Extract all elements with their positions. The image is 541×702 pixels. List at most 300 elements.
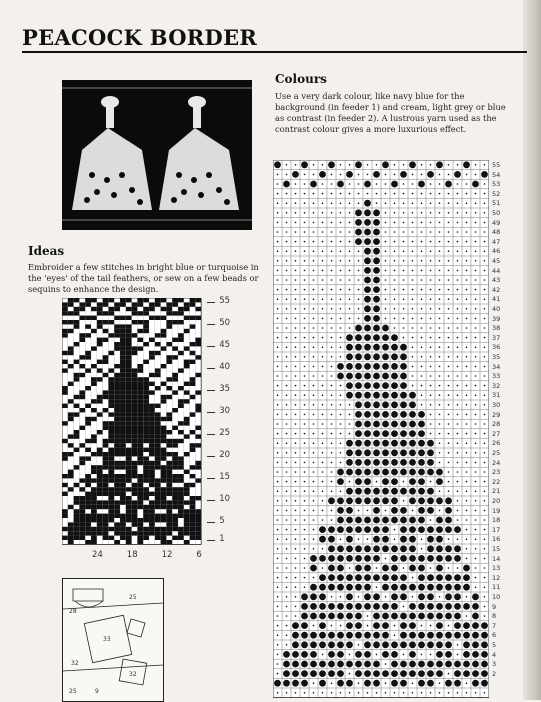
large-chart-filled-dot <box>292 641 299 648</box>
large-chart-small-dot <box>394 174 396 176</box>
large-chart-filled-dot <box>346 171 353 178</box>
large-chart-small-dot <box>394 241 396 243</box>
small-chart-cell <box>126 426 132 430</box>
large-chart-small-dot <box>295 366 297 368</box>
large-chart-small-dot <box>439 241 441 243</box>
small-chart-cell <box>120 518 126 522</box>
large-chart-small-dot <box>304 577 306 579</box>
colours-heading: Colours <box>275 72 327 86</box>
large-chart-small-dot <box>295 375 297 377</box>
large-chart-small-dot <box>304 193 306 195</box>
small-chart-row-tick <box>207 540 215 541</box>
large-chart-small-dot <box>340 164 342 166</box>
large-chart-small-dot <box>367 615 369 617</box>
large-chart-small-dot <box>457 250 459 252</box>
large-chart-small-dot <box>313 385 315 387</box>
large-chart-small-dot <box>304 510 306 512</box>
small-chart-cell <box>126 536 132 540</box>
large-chart-filled-dot <box>382 603 389 610</box>
large-chart-small-dot <box>439 222 441 224</box>
small-chart-cell <box>91 509 97 513</box>
large-chart-small-dot <box>403 567 405 569</box>
large-chart-small-dot <box>286 519 288 521</box>
small-chart-cell <box>178 338 184 342</box>
large-chart-filled-dot <box>346 632 353 639</box>
small-chart-cell <box>120 324 126 328</box>
large-chart-filled-dot <box>472 641 479 648</box>
large-chart-small-dot <box>412 318 414 320</box>
large-chart-filled-dot <box>346 382 353 389</box>
large-chart-small-dot <box>322 241 324 243</box>
small-chart-cell <box>91 377 97 381</box>
large-chart-small-dot <box>484 298 486 300</box>
large-chart-filled-dot <box>292 670 299 677</box>
large-chart-small-dot <box>358 289 360 291</box>
large-chart-small-dot <box>304 519 306 521</box>
large-chart-small-dot <box>349 308 351 310</box>
small-chart-cell <box>132 377 138 381</box>
large-chart-small-dot <box>349 270 351 272</box>
large-chart-small-dot <box>484 231 486 233</box>
small-chart-cell <box>114 377 120 381</box>
large-chart-filled-dot <box>346 680 353 687</box>
large-chart-filled-dot <box>373 440 380 447</box>
large-chart-filled-dot <box>409 670 416 677</box>
large-chart-small-dot <box>457 519 459 521</box>
large-chart-small-dot <box>358 270 360 272</box>
small-chart-cell <box>155 412 161 416</box>
large-chart-small-dot <box>484 193 486 195</box>
large-chart-filled-dot <box>391 641 398 648</box>
large-chart-small-dot <box>421 356 423 358</box>
small-chart-cell <box>108 399 114 403</box>
large-chart-filled-dot <box>364 440 371 447</box>
small-chart-cell <box>74 342 80 346</box>
small-chart-column-label: 18 <box>126 550 138 561</box>
large-chart-small-dot <box>448 202 450 204</box>
large-chart-filled-dot <box>310 661 317 668</box>
large-chart-small-dot <box>475 567 477 569</box>
large-chart-small-dot <box>439 193 441 195</box>
small-chart-cell <box>103 408 109 412</box>
large-chart-small-dot <box>484 510 486 512</box>
small-chart-cell <box>103 426 109 430</box>
large-chart-small-dot <box>295 318 297 320</box>
large-chart-row-number: 4 <box>492 650 497 659</box>
small-chart-cell <box>126 527 132 531</box>
large-chart-filled-dot <box>409 430 416 437</box>
large-chart-small-dot <box>475 577 477 579</box>
large-chart-small-dot <box>466 174 468 176</box>
large-chart-small-dot <box>367 692 369 694</box>
large-chart-filled-dot <box>310 670 317 677</box>
small-chart-row-label: 1 <box>219 534 225 544</box>
large-chart-small-dot <box>439 260 441 262</box>
large-chart-small-dot <box>304 558 306 560</box>
large-chart-filled-dot <box>427 613 434 620</box>
small-chart-cell <box>74 412 80 416</box>
small-chart-row-label: 10 <box>219 494 231 505</box>
large-chart-small-dot <box>331 596 333 598</box>
small-chart-cell <box>149 421 155 425</box>
large-chart-small-dot <box>385 558 387 560</box>
large-chart-row-number: 15 <box>492 545 501 553</box>
large-chart-small-dot <box>430 625 432 627</box>
large-chart-small-dot <box>304 298 306 300</box>
large-chart-filled-dot <box>274 680 281 687</box>
small-chart-cell <box>172 461 178 465</box>
small-chart-cell <box>166 439 172 443</box>
large-chart-small-dot <box>322 260 324 262</box>
small-chart-cell <box>190 412 196 416</box>
small-chart-cell <box>137 399 143 403</box>
large-chart-small-dot <box>277 529 279 531</box>
small-chart-row-label: 55 <box>219 296 231 307</box>
large-chart-filled-dot <box>391 603 398 610</box>
small-chart-cell <box>120 536 126 540</box>
diagram-label-1: 25 <box>129 594 137 601</box>
large-chart-small-dot <box>475 241 477 243</box>
large-chart-small-dot <box>394 250 396 252</box>
large-chart-small-dot <box>385 298 387 300</box>
large-chart-small-dot <box>313 289 315 291</box>
large-chart-small-dot <box>430 308 432 310</box>
small-chart-cell <box>143 386 149 390</box>
large-chart-small-dot <box>331 241 333 243</box>
small-chart-cell <box>126 360 132 364</box>
large-chart-small-dot <box>475 548 477 550</box>
small-chart-cell <box>155 456 161 460</box>
large-chart-small-dot <box>457 298 459 300</box>
small-chart-cell <box>126 461 132 465</box>
large-chart-filled-dot <box>418 430 425 437</box>
large-chart-small-dot <box>277 596 279 598</box>
large-chart-filled-dot <box>463 574 470 581</box>
large-chart-filled-dot <box>319 622 326 629</box>
large-chart-filled-dot <box>364 555 371 562</box>
large-chart-small-dot <box>475 174 477 176</box>
large-chart-row-number: 23 <box>492 468 501 477</box>
large-chart-row-number: 45 <box>492 257 501 265</box>
large-chart-small-dot <box>322 270 324 272</box>
large-chart-filled-dot <box>382 517 389 524</box>
small-chart-cell <box>74 377 80 381</box>
large-chart-small-dot <box>322 212 324 214</box>
large-chart-small-dot <box>448 452 450 454</box>
large-chart-filled-dot <box>337 497 344 504</box>
large-chart-filled-dot <box>346 373 353 380</box>
small-chart-cell <box>120 408 126 412</box>
large-chart-filled-dot <box>373 545 380 552</box>
large-chart-small-dot <box>286 212 288 214</box>
small-chart-cell <box>172 487 178 491</box>
small-chart-cell <box>155 373 161 377</box>
small-chart-cell <box>190 298 196 302</box>
large-chart-filled-dot <box>427 670 434 677</box>
large-chart-small-dot <box>439 346 441 348</box>
large-chart-filled-dot <box>364 401 371 408</box>
large-chart-small-dot <box>466 481 468 483</box>
small-chart-cell <box>97 465 103 469</box>
large-chart-filled-dot <box>427 574 434 581</box>
small-chart-cell <box>120 346 126 350</box>
large-chart-filled-dot <box>409 632 416 639</box>
large-chart-small-dot <box>304 385 306 387</box>
large-chart-filled-dot <box>355 488 362 495</box>
large-chart-small-dot <box>457 318 459 320</box>
assembly-diagram-drawing <box>63 579 163 701</box>
large-chart-small-dot <box>349 231 351 233</box>
large-chart-small-dot <box>484 529 486 531</box>
small-chart-cell <box>137 421 143 425</box>
large-chart-small-dot <box>448 538 450 540</box>
small-chart-cell <box>120 368 126 372</box>
large-chart-small-dot <box>448 193 450 195</box>
small-chart-cell <box>161 527 167 531</box>
large-chart-small-dot <box>484 366 486 368</box>
large-chart-filled-dot <box>418 411 425 418</box>
small-chart-cell <box>126 439 132 443</box>
large-chart-small-dot <box>295 558 297 560</box>
small-chart-cell <box>79 456 85 460</box>
large-chart-filled-dot <box>382 574 389 581</box>
small-chart-cell <box>108 395 114 399</box>
small-chart-cell <box>178 351 184 355</box>
small-chart-cell <box>132 483 138 487</box>
small-chart-cell <box>184 399 190 403</box>
large-chart-small-dot <box>457 490 459 492</box>
large-chart-small-dot <box>322 327 324 329</box>
small-chart-cell <box>132 448 138 452</box>
small-chart-cell <box>143 360 149 364</box>
large-chart-small-dot <box>412 356 414 358</box>
large-chart-small-dot <box>313 356 315 358</box>
small-chart-cell <box>85 355 91 359</box>
large-chart-filled-dot <box>373 622 380 629</box>
small-chart-cell <box>114 487 120 491</box>
large-chart-small-dot <box>295 596 297 598</box>
large-chart-filled-dot <box>418 593 425 600</box>
large-chart-filled-dot <box>382 613 389 620</box>
large-chart-filled-dot <box>391 382 398 389</box>
small-chart-cell <box>114 540 120 544</box>
small-chart-row-tick <box>207 456 215 457</box>
small-chart-cell <box>132 487 138 491</box>
large-chart-row-number: 19 <box>492 506 501 515</box>
small-chart-cell <box>114 342 120 346</box>
large-chart-filled-dot <box>436 469 443 476</box>
large-chart-small-dot <box>358 538 360 540</box>
small-chart-cell <box>132 395 138 399</box>
large-chart-small-dot <box>439 462 441 464</box>
large-chart-small-dot <box>466 462 468 464</box>
large-chart-small-dot <box>394 529 396 531</box>
large-chart-filled-dot <box>364 632 371 639</box>
small-chart-cell <box>108 333 114 337</box>
large-chart-filled-dot <box>328 661 335 668</box>
small-chart-cell <box>103 474 109 478</box>
large-chart-small-dot <box>403 212 405 214</box>
large-chart-small-dot <box>457 308 459 310</box>
large-chart-small-dot <box>421 174 423 176</box>
small-chart-cell <box>137 487 143 491</box>
large-chart-row-number: 47 <box>492 237 501 246</box>
small-chart-cell <box>103 522 109 526</box>
ideas-text: Embroider a few stitches in bright blue or turquoise in the 'eyes' of the tail feathers, or sew on a few beads or sequins to enhance the design. <box>28 262 259 294</box>
large-chart-small-dot <box>277 567 279 569</box>
diagram-label-0: 28 <box>69 608 77 615</box>
large-chart-filled-dot <box>373 459 380 466</box>
large-chart-small-dot <box>439 270 441 272</box>
small-chart-cell <box>74 496 80 500</box>
large-chart-filled-dot <box>400 536 407 543</box>
large-chart-small-dot <box>277 193 279 195</box>
large-chart-small-dot <box>313 625 315 627</box>
small-chart-cell <box>91 329 97 333</box>
large-chart-row-number: 40 <box>492 305 501 313</box>
small-chart-row-tick <box>207 324 215 325</box>
large-chart-filled-dot <box>445 680 452 687</box>
large-chart-small-dot <box>385 663 387 665</box>
large-chart-small-dot <box>340 346 342 348</box>
large-chart-small-dot <box>403 279 405 281</box>
large-chart-small-dot <box>340 193 342 195</box>
large-chart-filled-dot <box>418 632 425 639</box>
diagram-label-2: 33 <box>103 636 111 643</box>
diagram-label-4: 32 <box>129 671 137 678</box>
large-chart-small-dot <box>457 337 459 339</box>
small-chart-cell <box>137 382 143 386</box>
large-chart-filled-dot <box>337 574 344 581</box>
large-chart-small-dot <box>484 289 486 291</box>
small-chart-cell <box>172 536 178 540</box>
large-chart-small-dot <box>277 318 279 320</box>
large-chart-small-dot <box>394 222 396 224</box>
large-chart-filled-dot <box>454 526 461 533</box>
large-chart-filled-dot <box>445 497 452 504</box>
small-chart-cell <box>178 386 184 390</box>
large-chart-small-dot <box>466 337 468 339</box>
small-chart-cell <box>178 509 184 513</box>
large-chart-small-dot <box>295 414 297 416</box>
large-chart-small-dot <box>448 174 450 176</box>
small-chart-cell <box>161 474 167 478</box>
large-chart-filled-dot <box>382 401 389 408</box>
large-chart-filled-dot <box>472 603 479 610</box>
small-chart-cell <box>149 478 155 482</box>
large-chart-small-dot <box>277 346 279 348</box>
large-chart-small-dot <box>277 289 279 291</box>
large-chart-filled-dot <box>364 334 371 341</box>
small-chart-cell <box>149 465 155 469</box>
large-chart-filled-dot <box>373 373 380 380</box>
large-chart-filled-dot <box>355 613 362 620</box>
large-chart-small-dot <box>358 260 360 262</box>
small-chart-cell <box>79 478 85 482</box>
large-chart-filled-dot <box>427 488 434 495</box>
large-chart-filled-dot <box>418 469 425 476</box>
large-chart-filled-dot <box>301 632 308 639</box>
large-chart-filled-dot <box>400 382 407 389</box>
large-chart-filled-dot <box>427 440 434 447</box>
small-chart-cell <box>137 320 143 324</box>
small-chart-cell <box>120 298 126 302</box>
large-chart-filled-dot <box>346 459 353 466</box>
small-chart-cell <box>143 395 149 399</box>
large-chart-small-dot <box>457 212 459 214</box>
large-chart-small-dot <box>457 279 459 281</box>
large-chart-small-dot <box>412 260 414 262</box>
small-chart-cell <box>91 316 97 320</box>
large-chart-small-dot <box>484 577 486 579</box>
large-chart-small-dot <box>295 615 297 617</box>
large-chart-filled-dot <box>364 680 371 687</box>
large-chart-filled-dot <box>436 526 443 533</box>
small-chart-cell <box>184 417 190 421</box>
small-chart-cell <box>132 439 138 443</box>
large-chart-filled-dot <box>355 670 362 677</box>
large-chart-filled-dot <box>355 392 362 399</box>
large-chart-filled-dot <box>427 459 434 466</box>
large-chart-small-dot <box>394 634 396 636</box>
small-chart-cell <box>155 514 161 518</box>
large-chart-small-dot <box>277 375 279 377</box>
small-chart-cell <box>172 390 178 394</box>
large-chart-small-dot <box>295 356 297 358</box>
small-chart-cell <box>91 470 97 474</box>
large-chart-small-dot <box>448 481 450 483</box>
large-chart-filled-dot <box>400 517 407 524</box>
small-chart-cell <box>155 448 161 452</box>
small-chart-cell <box>155 404 161 408</box>
large-chart-filled-dot <box>409 517 416 524</box>
large-chart-small-dot <box>394 212 396 214</box>
small-chart-cell <box>85 333 91 337</box>
large-chart-small-dot <box>340 625 342 627</box>
small-chart-cell <box>79 536 85 540</box>
small-chart-cell <box>126 368 132 372</box>
large-chart-small-dot <box>277 462 279 464</box>
large-chart-small-dot <box>286 260 288 262</box>
large-chart-filled-dot <box>373 603 380 610</box>
large-chart-filled-dot <box>427 584 434 591</box>
large-chart-small-dot <box>313 164 315 166</box>
small-chart-cell <box>155 426 161 430</box>
large-chart-small-dot <box>340 270 342 272</box>
large-chart-row-number: 10 <box>492 593 501 601</box>
small-chart-cell <box>103 531 109 535</box>
large-chart-small-dot <box>277 519 279 521</box>
large-chart-small-dot <box>322 442 324 444</box>
small-chart-cell <box>178 531 184 535</box>
small-chart-cell <box>68 311 74 315</box>
large-chart-small-dot <box>466 202 468 204</box>
small-chart-cell <box>85 505 91 509</box>
small-chart-cell <box>166 302 172 306</box>
large-chart-filled-dot <box>292 651 299 658</box>
large-chart-small-dot <box>385 692 387 694</box>
large-chart-filled-dot <box>373 536 380 543</box>
large-chart-filled-dot <box>373 507 380 514</box>
small-chart-cell <box>68 351 74 355</box>
small-chart-cell <box>79 395 85 399</box>
small-chart-cell <box>149 500 155 504</box>
small-chart-cell <box>149 382 155 386</box>
large-chart-row-number: 34 <box>492 362 501 371</box>
small-chart-cell <box>103 360 109 364</box>
small-chart-cell <box>103 487 109 491</box>
large-chart-small-dot <box>277 337 279 339</box>
